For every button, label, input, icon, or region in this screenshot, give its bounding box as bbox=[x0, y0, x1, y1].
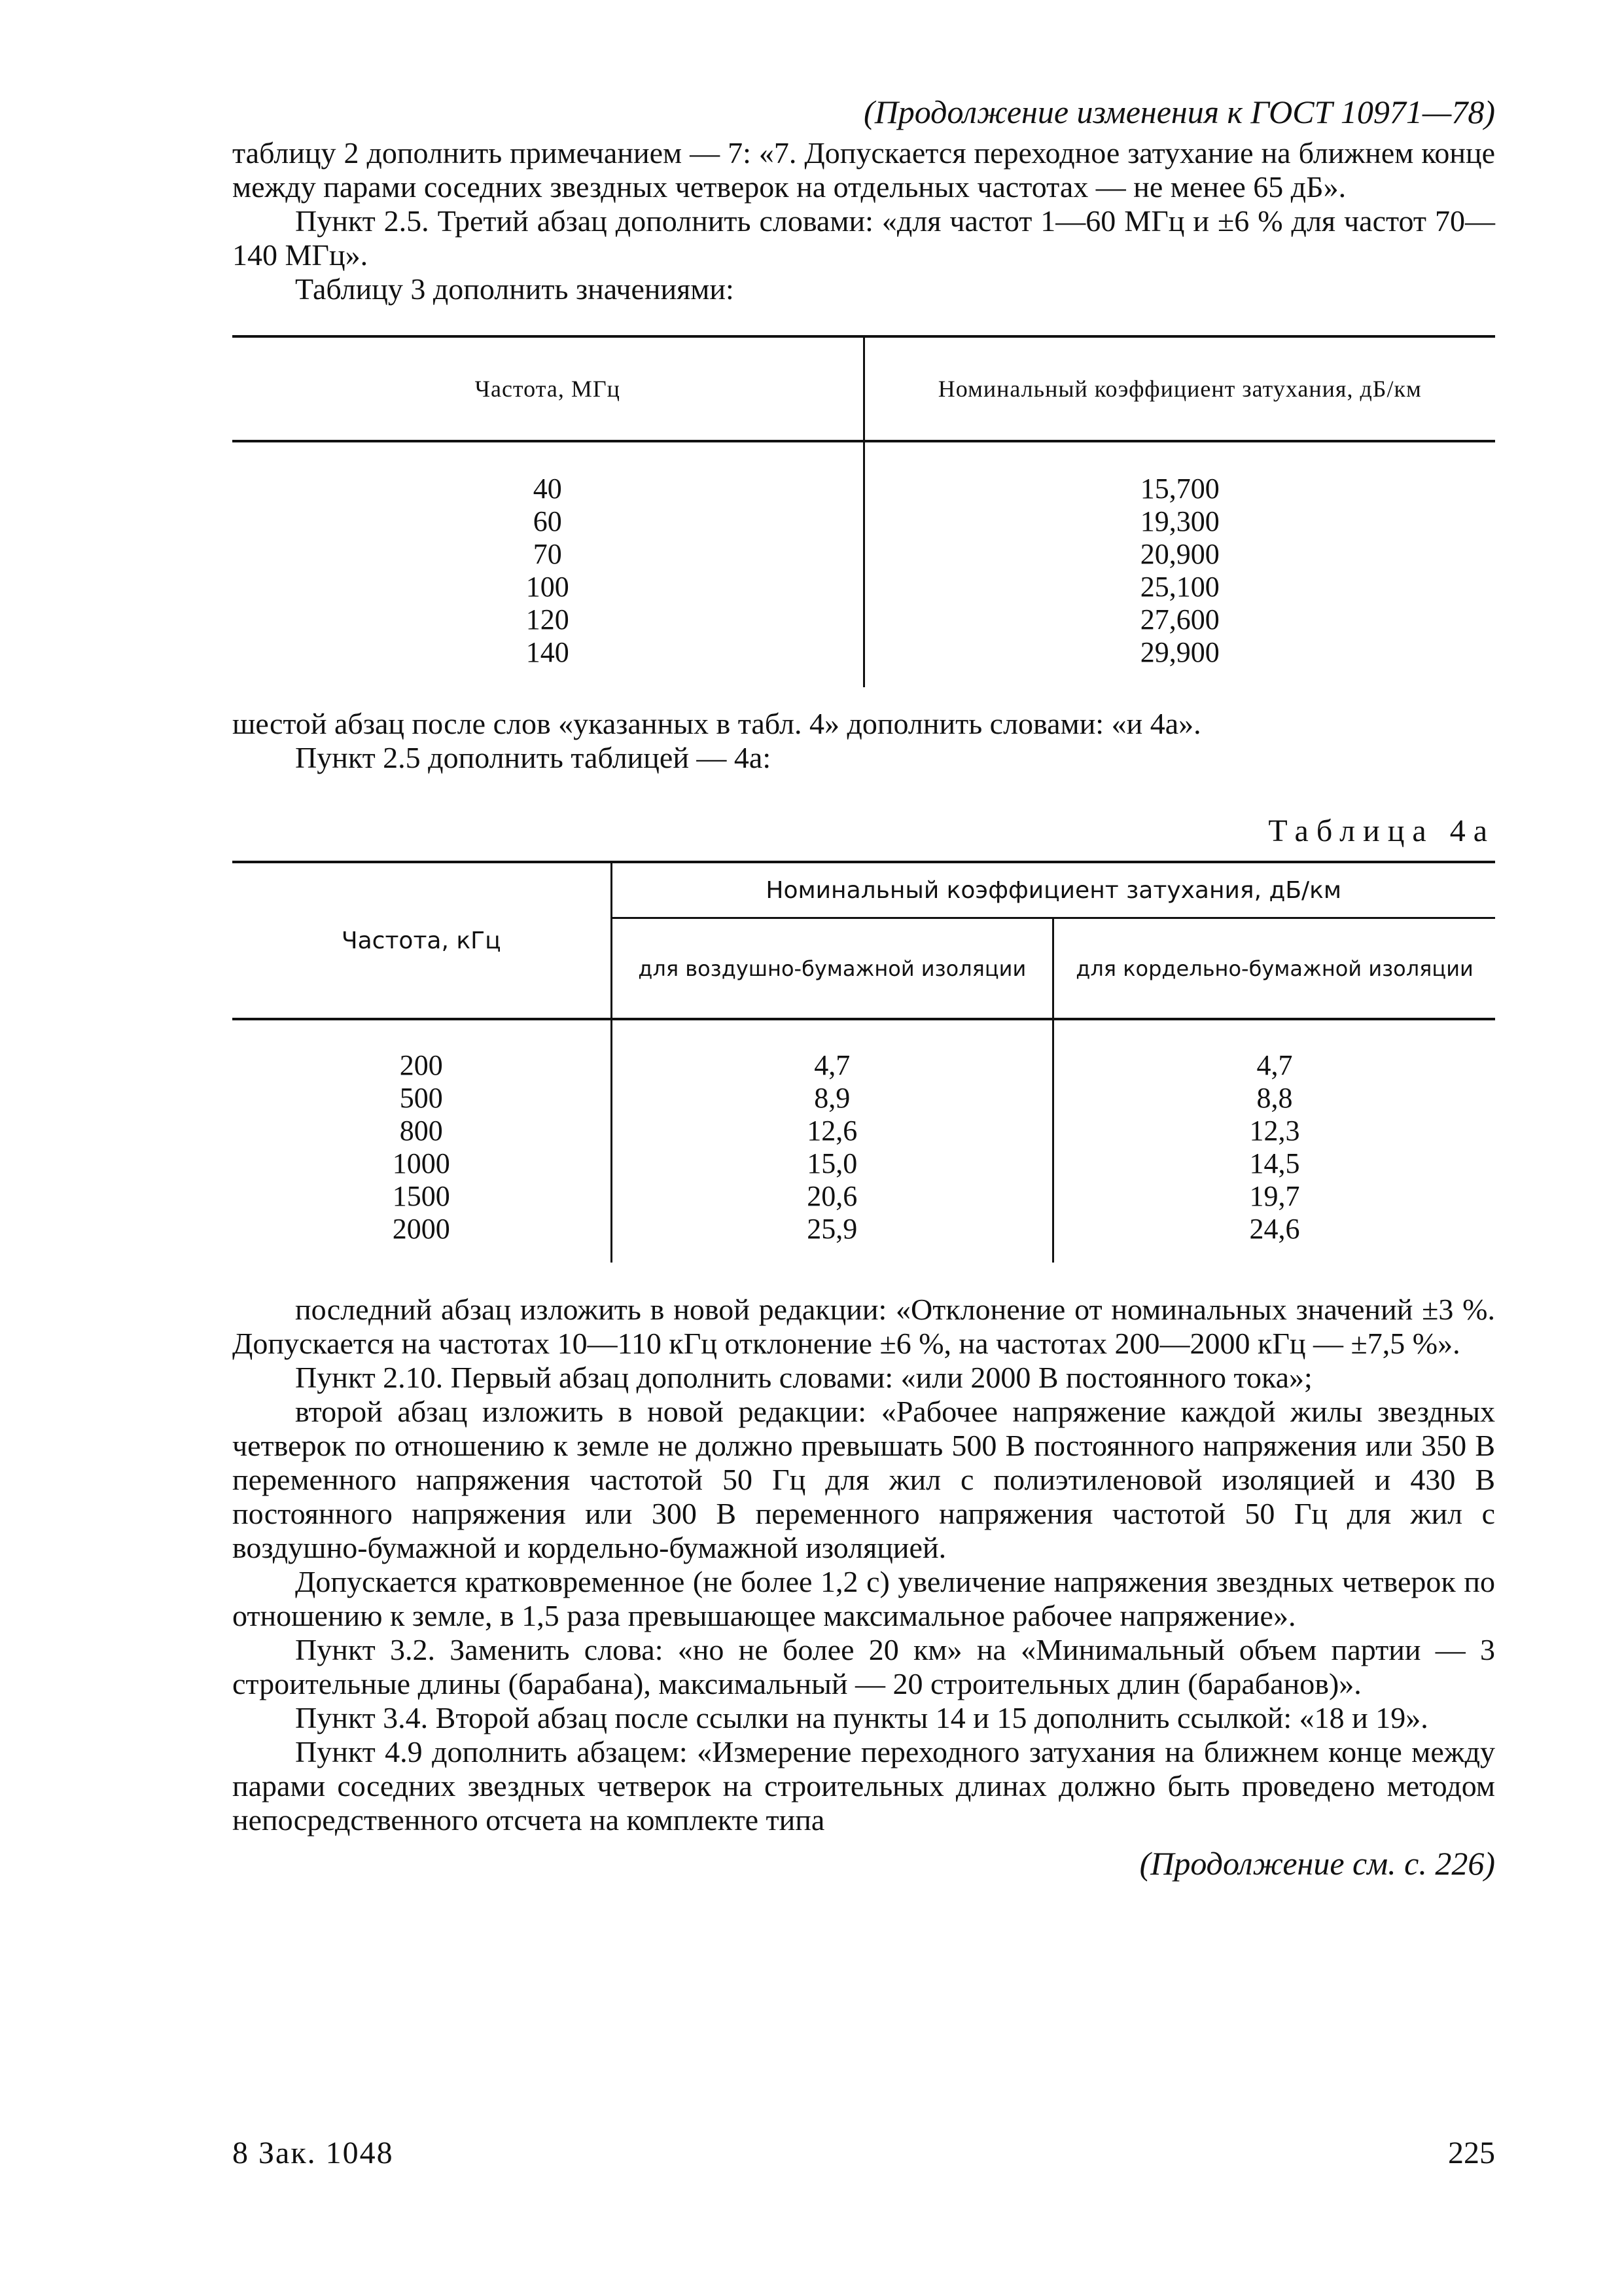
table-cell: 14,5 bbox=[1249, 1147, 1300, 1179]
table-cell: 24,6 bbox=[1249, 1213, 1300, 1245]
paragraph: Пункт 4.9 дополнить абзацем: «Измерение переходного затухания на ближнем конце между парами соседних звездных четверок на строительных длинах должно быть проведено методом непосредственного отсчета на комплекте типа bbox=[232, 1735, 1495, 1837]
table-subheader-air: для воздушно-бумажной изоляции bbox=[611, 918, 1053, 1019]
table-cell: 19,300 bbox=[1140, 505, 1220, 537]
table-cell: 500 bbox=[399, 1082, 443, 1114]
table-cell: 27,600 bbox=[1140, 603, 1220, 636]
table-column-air bbox=[611, 1019, 1053, 1263]
paragraph: последний абзац изложить в новой редакции: «Отклонение от номинальных значений ±3 %. Допускается на частотах 10—110 кГц отклонение ±6 %, на частотах 200—2000 кГц — ±7,5 %». bbox=[232, 1293, 1495, 1360]
table-cell: 15,0 bbox=[807, 1147, 858, 1179]
table-cell: 1500 bbox=[392, 1180, 450, 1212]
table-column-frequency bbox=[232, 1019, 611, 1263]
table-cell: 120 bbox=[525, 603, 569, 636]
table-cell: 800 bbox=[399, 1115, 443, 1147]
paragraph: шестой абзац после слов «указанных в табл. 4» дополнить словами: «и 4а». bbox=[232, 707, 1201, 740]
table-header-coefficient: Номинальный коэффициент затухания, дБ/км bbox=[864, 336, 1495, 441]
table-column-frequency bbox=[232, 441, 864, 687]
table-cell: 12,6 bbox=[807, 1115, 858, 1147]
table-cell: 4,7 bbox=[814, 1049, 851, 1081]
paragraph: Пункт 2.10. Первый абзац дополнить словами: «или 2000 В постоянного тока»; bbox=[295, 1361, 1313, 1394]
table-cell: 25,100 bbox=[1140, 571, 1220, 603]
paragraph: Пункт 2.5 дополнить таблицей — 4а: bbox=[295, 741, 771, 774]
table-column-cord bbox=[1053, 1019, 1496, 1263]
paragraph: Пункт 3.2. Заменить слова: «но не более 20 км» на «Минимальный объем партии — 3 строительные длины (барабана), максимальный — 20 строительных длин (барабанов)». bbox=[232, 1633, 1495, 1700]
order-number: 8 Зак. 1048 bbox=[232, 2136, 394, 2170]
table-header-group: Номинальный коэффициент затухания, дБ/км bbox=[611, 862, 1495, 918]
table-cell: 40 bbox=[533, 473, 562, 505]
table-cell: 70 bbox=[533, 538, 562, 570]
table-3 bbox=[232, 335, 1495, 687]
table-cell: 100 bbox=[525, 571, 569, 603]
paragraph: Таблицу 3 дополнить значениями: bbox=[295, 272, 734, 306]
continuation-note: (Продолжение см. с. 226) bbox=[1139, 1845, 1495, 1882]
document-page bbox=[232, 92, 1495, 1883]
table-subheader-cord: для кордельно-бумажной изоляции bbox=[1053, 918, 1496, 1019]
paragraph: Пункт 3.4. Второй абзац после ссылки на пункты 14 и 15 дополнить ссылкой: «18 и 19». bbox=[295, 1701, 1428, 1734]
table-cell: 20,6 bbox=[807, 1180, 858, 1212]
table-cell: 29,900 bbox=[1140, 636, 1220, 668]
table-header-row bbox=[232, 862, 1495, 918]
paragraph: второй абзац изложить в новой редакции: «Рабочее напряжение каждой жилы звездных четверок по отношению к земле не должно превышать 500 В постоянного напряжения или 350 В переменного напряжения частотой 50 Гц для жил с полиэтиленовой изоляцией и 430 В постоянного напряжения или 300 В переменного напряжения частотой 50 Гц для жил с воздушно-бумажной и кордельно-бумажной изоляцией. bbox=[232, 1395, 1495, 1564]
paragraph: Пункт 2.5. Третий абзац дополнить словами: «для частот 1—60 МГц и ±6 % для частот 70—140 МГц». bbox=[232, 204, 1495, 272]
table-header-row bbox=[232, 336, 1495, 441]
table-cell: 8,9 bbox=[814, 1082, 851, 1114]
table-cell: 60 bbox=[533, 505, 562, 537]
table-cell: 1000 bbox=[392, 1147, 450, 1179]
table-cell: 200 bbox=[399, 1049, 443, 1081]
header-continuation: (Продолжение изменения к ГОСТ 10971—78) bbox=[864, 94, 1495, 130]
paragraph: Допускается кратковременное (не более 1,2 с) увеличение напряжения звездных четверок по отношению к земле, в 1,5 раза превышающее максимальное рабочее напряжение». bbox=[232, 1565, 1495, 1632]
table-cell: 12,3 bbox=[1249, 1115, 1300, 1147]
table-4a bbox=[232, 861, 1495, 1263]
table-cell: 25,9 bbox=[807, 1213, 858, 1245]
table-header-frequency: Частота, МГц bbox=[232, 336, 864, 441]
table-header-frequency: Частота, кГц bbox=[232, 862, 611, 1019]
table-cell: 140 bbox=[525, 636, 569, 668]
table-cell: 19,7 bbox=[1249, 1180, 1300, 1212]
table-cell: 4,7 bbox=[1256, 1049, 1293, 1081]
table-body-row bbox=[232, 441, 1495, 687]
table-body-row bbox=[232, 1019, 1495, 1263]
paragraph: таблицу 2 дополнить примечанием — 7: «7. Допускается переходное затухание на ближнем конце между парами соседних звездных четверок на отдельных частотах — не менее 65 дБ». bbox=[232, 136, 1495, 204]
table-cell: 15,700 bbox=[1140, 473, 1220, 505]
table-cell: 20,900 bbox=[1140, 538, 1220, 570]
table-4a-caption: Таблица 4а bbox=[1268, 814, 1495, 848]
page-number: 225 bbox=[1448, 2136, 1495, 2170]
table-cell: 8,8 bbox=[1256, 1082, 1293, 1114]
table-column-coefficient bbox=[864, 441, 1495, 687]
table-cell: 2000 bbox=[392, 1213, 450, 1245]
